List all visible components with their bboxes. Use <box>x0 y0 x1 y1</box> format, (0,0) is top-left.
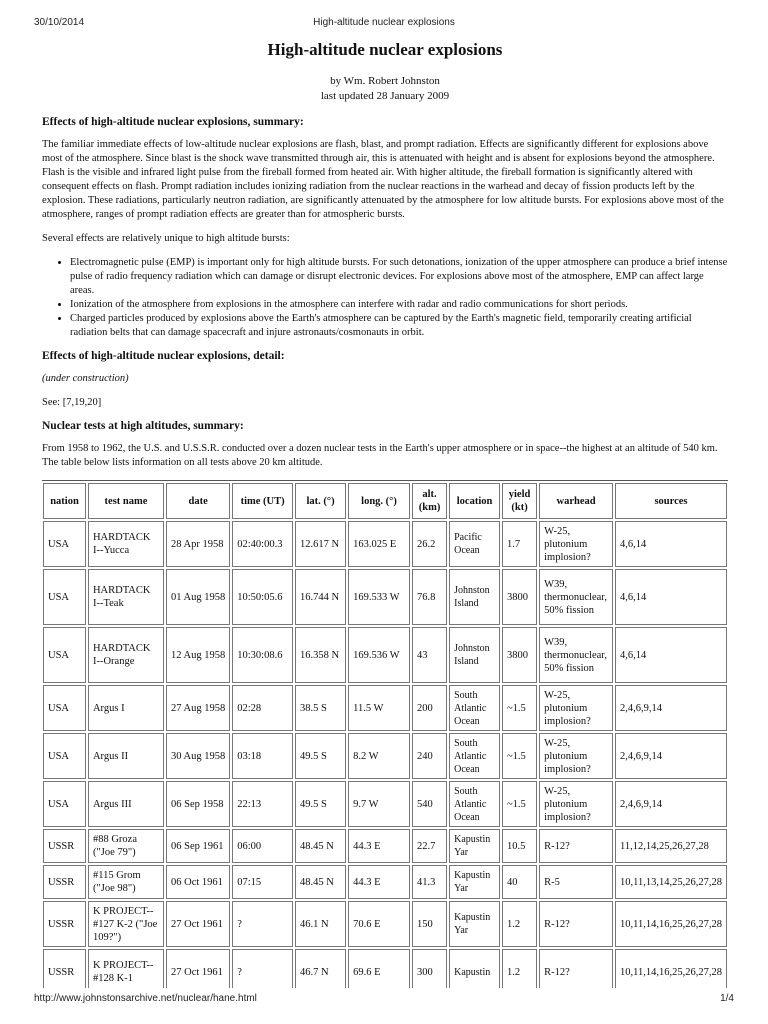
table-row <box>43 569 727 625</box>
cell-sources: 10,11,14,16,25,26,27,28 <box>615 901 727 947</box>
cell-long: 163.025 E <box>348 521 410 567</box>
cell-date: 28 Apr 1958 <box>166 521 230 567</box>
cell-date: 27 Oct 1961 <box>166 949 230 988</box>
cell-warhead: R-5 <box>539 865 613 899</box>
cell-location: South Atlantic Ocean <box>449 781 500 827</box>
table-row <box>43 521 727 567</box>
cell-yield: 10.5 <box>502 829 537 863</box>
cell-warhead: W-25, plutonium implosion? <box>539 685 613 731</box>
cell-location: South Atlantic Ocean <box>449 733 500 779</box>
cell-yield: ~1.5 <box>502 685 537 731</box>
cell-long: 169.533 W <box>348 569 410 625</box>
col-header-sources: sources <box>615 483 727 519</box>
section-heading-tests-summary: Nuclear tests at high altitudes, summary: <box>42 420 244 432</box>
cell-long: 44.3 E <box>348 829 410 863</box>
document-body <box>42 38 728 988</box>
cell-sources: 2,4,6,9,14 <box>615 733 727 779</box>
cell-lat: 48.45 N <box>295 829 346 863</box>
print-page-title: High-altitude nuclear explosions <box>313 17 455 28</box>
cell-sources: 10,11,13,14,25,26,27,28 <box>615 865 727 899</box>
col-header-location: location <box>449 483 500 519</box>
cell-long: 44.3 E <box>348 865 410 899</box>
cell-alt: 240 <box>412 733 447 779</box>
cell-lat: 46.7 N <box>295 949 346 988</box>
cell-lat: 16.358 N <box>295 627 346 683</box>
byline-block <box>42 74 728 104</box>
cell-test-name: Argus II <box>88 733 164 779</box>
cell-sources: 10,11,14,16,25,26,27,28 <box>615 949 727 988</box>
cell-test-name: #115 Grom ("Joe 98") <box>88 865 164 899</box>
cell-yield: 1.2 <box>502 901 537 947</box>
cell-test-name: Argus I <box>88 685 164 731</box>
list-item: • Electromagnetic pulse (EMP) is important only for high altitude bursts. For such detonations, ionization of the upper atmosphere can produce a brief intense pulse of radio frequency radiation which can damage or disrupt electronic devices. For explosions above most of the atmosphere, EMP can affect large areas. <box>70 256 728 298</box>
cell-yield: 1.7 <box>502 521 537 567</box>
cell-lat: 12.617 N <box>295 521 346 567</box>
cell-nation: USA <box>43 521 86 567</box>
cell-warhead: W-25, plutonium implosion? <box>539 521 613 567</box>
print-date: 30/10/2014 <box>34 17 85 28</box>
cell-alt: 300 <box>412 949 447 988</box>
cell-test-name: K PROJECT--#127 K-2 ("Joe 109?") <box>88 901 164 947</box>
cell-date: 01 Aug 1958 <box>166 569 230 625</box>
page-number: 1/4 <box>720 993 734 1004</box>
section-heading-effects-summary: Effects of high-altitude nuclear explosions, summary: <box>42 116 304 128</box>
page-title: High-altitude nuclear explosions <box>267 40 503 59</box>
cell-nation: USA <box>43 733 86 779</box>
cell-location: Kapustin Yar <box>449 829 500 863</box>
cell-time: 02:28 <box>232 685 293 731</box>
cell-date: 06 Sep 1958 <box>166 781 230 827</box>
cell-alt: 150 <box>412 901 447 947</box>
cell-date: 27 Oct 1961 <box>166 901 230 947</box>
table-row <box>43 829 727 863</box>
cell-date: 06 Sep 1961 <box>166 829 230 863</box>
cell-lat: 46.1 N <box>295 901 346 947</box>
cell-warhead: R-12? <box>539 901 613 947</box>
cell-test-name: HARDTACK I--Orange <box>88 627 164 683</box>
cell-time: 22:13 <box>232 781 293 827</box>
cell-nation: USA <box>43 627 86 683</box>
col-header-long: long. (°) <box>348 483 410 519</box>
cell-lat: 49.5 S <box>295 733 346 779</box>
cell-yield: 3800 <box>502 569 537 625</box>
cell-lat: 38.5 S <box>295 685 346 731</box>
table-row <box>43 733 727 779</box>
cell-yield: 3800 <box>502 627 537 683</box>
cell-lat: 49.5 S <box>295 781 346 827</box>
cell-warhead: R-12? <box>539 829 613 863</box>
cell-yield: 1.2 <box>502 949 537 988</box>
col-header-time: time (UT) <box>232 483 293 519</box>
cell-long: 70.6 E <box>348 901 410 947</box>
cell-time: 03:18 <box>232 733 293 779</box>
cell-alt: 76.8 <box>412 569 447 625</box>
cell-location: South Atlantic Ocean <box>449 685 500 731</box>
cell-warhead: R-12? <box>539 949 613 988</box>
col-header-test-name: test name <box>88 483 164 519</box>
table-row <box>43 949 727 988</box>
unique-effects-list <box>42 256 728 340</box>
table-row <box>43 627 727 683</box>
cell-nation: USA <box>43 685 86 731</box>
cell-nation: USSR <box>43 865 86 899</box>
cell-location: Kapustin <box>449 949 500 988</box>
cell-nation: USA <box>43 569 86 625</box>
cell-sources: 2,4,6,9,14 <box>615 781 727 827</box>
effects-summary-paragraph: The familiar immediate effects of low-altitude nuclear explosions are flash, blast, and prompt radiation. Effects are significantly different for explosions above most of the atmosphere. Since blast is the shock wave transmitted through air, this is attenuated with height and is absent for explosions beyond the atmosphere. Flash is the visible and infrared light pulse from the fireball formed from heated air. With higher altitude, the fireball formation is significantly altered with consequent effects on flash. Prompt radiation includes ionizing radiation from the nuclear reactions in the warhead and decay of fission products left by the explosion. These radiations, particularly neutron radiation, are significantly attenuated by the atmosphere for low altitude bursts. For explosions above most of the atmosphere, ranges of prompt radiation effects are greater than for atmospheric bursts. <box>42 139 724 220</box>
high-altitude-tests-table <box>42 480 728 988</box>
cell-alt: 43 <box>412 627 447 683</box>
cell-sources: 11,12,14,25,26,27,28 <box>615 829 727 863</box>
cell-time: 06:00 <box>232 829 293 863</box>
cell-time: ? <box>232 901 293 947</box>
tests-summary-paragraph: From 1958 to 1962, the U.S. and U.S.S.R. conducted over a dozen nuclear tests in the Earth's upper atmosphere or in space--the highest at an altitude of 540 km. The table below lists information on all tests above 20 km altitude. <box>42 443 718 468</box>
cell-nation: USSR <box>43 901 86 947</box>
col-header-alt: alt. (km) <box>412 483 447 519</box>
cell-sources: 4,6,14 <box>615 627 727 683</box>
cell-yield: 40 <box>502 865 537 899</box>
cell-warhead: W39, thermonuclear, 50% fission <box>539 627 613 683</box>
cell-lat: 16.744 N <box>295 569 346 625</box>
cell-alt: 41.3 <box>412 865 447 899</box>
col-header-yield: yield (kt) <box>502 483 537 519</box>
list-item: • Ionization of the atmosphere from explosions in the atmosphere can interfere with radar and radio communications for short periods. <box>70 298 728 312</box>
cell-date: 12 Aug 1958 <box>166 627 230 683</box>
cell-yield: ~1.5 <box>502 733 537 779</box>
cell-warhead: W-25, plutonium implosion? <box>539 781 613 827</box>
cell-long: 169.536 W <box>348 627 410 683</box>
cell-alt: 22.7 <box>412 829 447 863</box>
table-row <box>43 901 727 947</box>
list-item: • Charged particles produced by explosions above the Earth's atmosphere can be captured by the Earth's magnetic field, temporarily creating artificial radiation belts that can damage spacecraft and injure astronauts/cosmonauts in orbit. <box>70 312 728 340</box>
col-header-date: date <box>166 483 230 519</box>
cell-test-name: Argus III <box>88 781 164 827</box>
col-header-nation: nation <box>43 483 86 519</box>
col-header-warhead: warhead <box>539 483 613 519</box>
section-heading-effects-detail: Effects of high-altitude nuclear explosions, detail: <box>42 350 285 362</box>
cell-date: 27 Aug 1958 <box>166 685 230 731</box>
cell-warhead: W39, thermonuclear, 50% fission <box>539 569 613 625</box>
cell-test-name: #88 Groza ("Joe 79") <box>88 829 164 863</box>
cell-test-name: HARDTACK I--Yucca <box>88 521 164 567</box>
cell-time: 10:50:05.6 <box>232 569 293 625</box>
cell-sources: 4,6,14 <box>615 569 727 625</box>
author-line: by Wm. Robert Johnston <box>330 75 440 87</box>
cell-test-name: K PROJECT--#128 K-1 <box>88 949 164 988</box>
print-footer <box>34 993 734 1007</box>
cell-time: ? <box>232 949 293 988</box>
cell-location: Johnston Island <box>449 569 500 625</box>
cell-long: 8.2 W <box>348 733 410 779</box>
cell-long: 11.5 W <box>348 685 410 731</box>
table-row <box>43 865 727 899</box>
table-row <box>43 685 727 731</box>
print-header <box>34 17 734 31</box>
updated-line: last updated 28 January 2009 <box>320 90 450 102</box>
cell-nation: USA <box>43 781 86 827</box>
cell-date: 06 Oct 1961 <box>166 865 230 899</box>
cell-date: 30 Aug 1958 <box>166 733 230 779</box>
cell-yield: ~1.5 <box>502 781 537 827</box>
source-url-link[interactable]: http://www.johnstonsarchive.net/nuclear/hane.html <box>34 993 257 1004</box>
table-row <box>43 781 727 827</box>
cell-warhead: W-25, plutonium implosion? <box>539 733 613 779</box>
col-header-lat: lat. (°) <box>295 483 346 519</box>
cell-lat: 48.45 N <box>295 865 346 899</box>
cell-test-name: HARDTACK I--Teak <box>88 569 164 625</box>
cell-location: Kapustin Yar <box>449 865 500 899</box>
cell-alt: 200 <box>412 685 447 731</box>
table-body <box>43 521 727 988</box>
cell-location: Johnston Island <box>449 627 500 683</box>
cell-location: Kapustin Yar <box>449 901 500 947</box>
cell-long: 9.7 W <box>348 781 410 827</box>
cell-time: 10:30:08.6 <box>232 627 293 683</box>
under-construction-note: (under construction) <box>42 373 129 384</box>
cell-location: Pacific Ocean <box>449 521 500 567</box>
cell-sources: 4,6,14 <box>615 521 727 567</box>
cell-nation: USSR <box>43 949 86 988</box>
cell-alt: 540 <box>412 781 447 827</box>
cell-time: 07:15 <box>232 865 293 899</box>
table-header-row <box>43 483 727 519</box>
see-references: See: [7,19,20] <box>42 397 102 408</box>
cell-long: 69.6 E <box>348 949 410 988</box>
unique-effects-intro: Several effects are relatively unique to high altitude bursts: <box>42 233 290 244</box>
cell-time: 02:40:00.3 <box>232 521 293 567</box>
cell-alt: 26.2 <box>412 521 447 567</box>
cell-nation: USSR <box>43 829 86 863</box>
cell-sources: 2,4,6,9,14 <box>615 685 727 731</box>
